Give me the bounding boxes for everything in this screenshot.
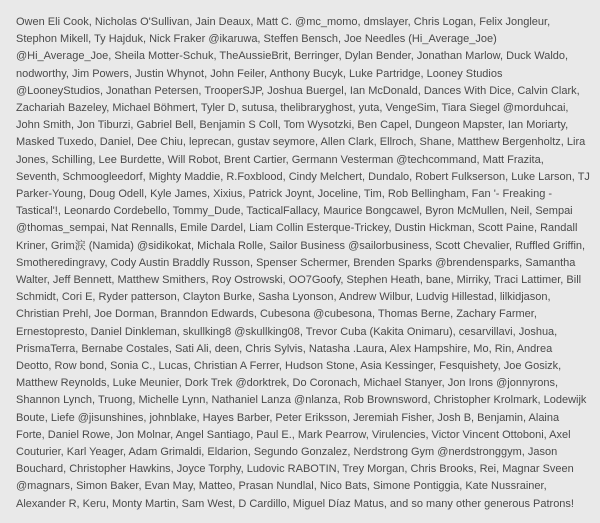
patron-credits-text: Owen Eli Cook, Nicholas O'Sullivan, Jain Deaux, Matt C. @mc_momo, dmslayer, Chris Logan, Felix Jongleur, Stephon Mikell, Ty Hajduk, Nick Fraker @ikaruwa, Steffen Bensch, Joe Needles (Hi_Average_Joe) @Hi_Average_Joe, Sheila Motter-Schuk, TheAussieBrit, Berringer, Dylan Bender, Jonathan Marlow, Duck Waldo, nodworthy, Jim Powers, Justin Whynot, John Feiler, Anthony Bucyk, Luke Partridge, Looney Studios @LooneyStudios, Jonathan Petersen, TrooperSJP, Joshua Buergel, Ian McDonald, Dances With Dice, Calvin Clark, Zachariah Bazeley, Michael Böhmert, Tyler D, sutusa, thelibraryghost, yuta, VengeSim, Tiara Siegel @morduhcai, John Smith, Jon Tiburzi, Gabriel Bell, Benjamin S Coll, Tom Wysotzki, Ben Capel, Dungeon Mapster, Ian Moriarty, Masked Tuxedo, Daniel, Dee Chiu, leprecan, gustav seymore, Allen Clark, Ellroch, Shane, Matthew Bergenholtz, Lira Jones, Schilling, Lee Burdette, Will Robot, Brent Cartier, Germann Vesterman @techcommand, Matt Frazita, Seventh, Schmoogleedorf, Mighty Maddie, R.Foxblood, Cindy Melchert, Dundalo, Robert Fulkserson, Luke Larson, TJ Parker-Young, Doug Odell, Kyle James, Xixius, Patrick Joynt, Joceline, Tim, Rob Bellingham, Fan '- Freaking - Tastical'!, Leonardo Cordebello, Tommy_Dude, TacticalFallacy, Maurice Bongcawel, Byron McMullen, Neil, Sempai @thomas_sempai, Nat Rennalls, Emile Dardel, Liam Collin Esterque-Trickey, Dustin Hickman, Scott Paine, Randall Kriner, Grim涙 (Namida) @sidikokat, Michala Rolle, Sailor Business @sailorbusiness, Scott Chevalier, Ruffled Griffin, Smotheredingravy, Cody Austin Braddly Russon, Spenser Schermer, Brenden Sparks @brendensparks, Samantha Walter, Jeff Bennett, Matthew Smithers, Roy Ostrowski, OO7Goofy, Stephen Heath, bane, Mirriky, Traci Lattimer, Bill Schmidt, Cori E, Ryder patterson, Clayton Burke, Sasha Lyonson, Andrew Wilbur, Ludvig Hillestad, lilkidjason, Christian Prehl, Joe Dorman, Branndon Edwards, Cubesona @cubesona, Thomas Berne, Zachary Farmer, Ernestopresto, Daniel Dinkleman, skullking8 @skullking08, Trevor Cuba (Kakita Onimaru), cesarvillavi, Joshua, PrismaTerra, Bernabe Costales, Sati Ali, deen, Chris Sylvis, Natasha .Laura, Alex Hampshire, Mo, Rin, Andrea Deotto, Row bond, Sonia C., Lucas, Christian A Ferrer, Hudson Stone, Asia Kessinger, Fesquishety, Joe Gosizk, Matthew Reynolds, Luke Meunier, Dork Trek @dorktrek, Do Coronach, Michael Stanyer, Jon Irons @jonnyrons, Shannon Lynch, Truong, Michelle Lynn, Nathaniel Lanza @nlanza, Rob Brownsword, Christopher Krolmark, Lodewijk Boute, Liefe @jisunshines, johnblake, Hayes Barber, Peter Eriksson, Jeremiah Fisher, Josh B, Benjamin, Alaina Forte, Daniel Rowe, Jon Molnar, Angel Santiago, Paul E., Mark Pearrow, Virulencies, Victor Vincent Ottoboni, Axel Couturier, Karl Yeager, Adam Grimaldi, Eldarion, Segundo Gonzalez, Nerdstrong Gym @nerdstronggym, Jason Bouchard, Christopher Hawkins, Joyce Torphy, Ludovic RABOTIN, Trey Morgan, Chris Brooks, Rei, Magnar Sveen @magnars, Simon Baker, Evan May, Matteo, Prasan Nundlal, Nico Bats, Simone Pontiggia, Kate Nussrainer, Alexander R, Keru, Monty Martin, Sam West, D Cardillo, Miguel Díaz Matus, and so many other generous Patrons! bbox=[16, 16, 590, 510]
